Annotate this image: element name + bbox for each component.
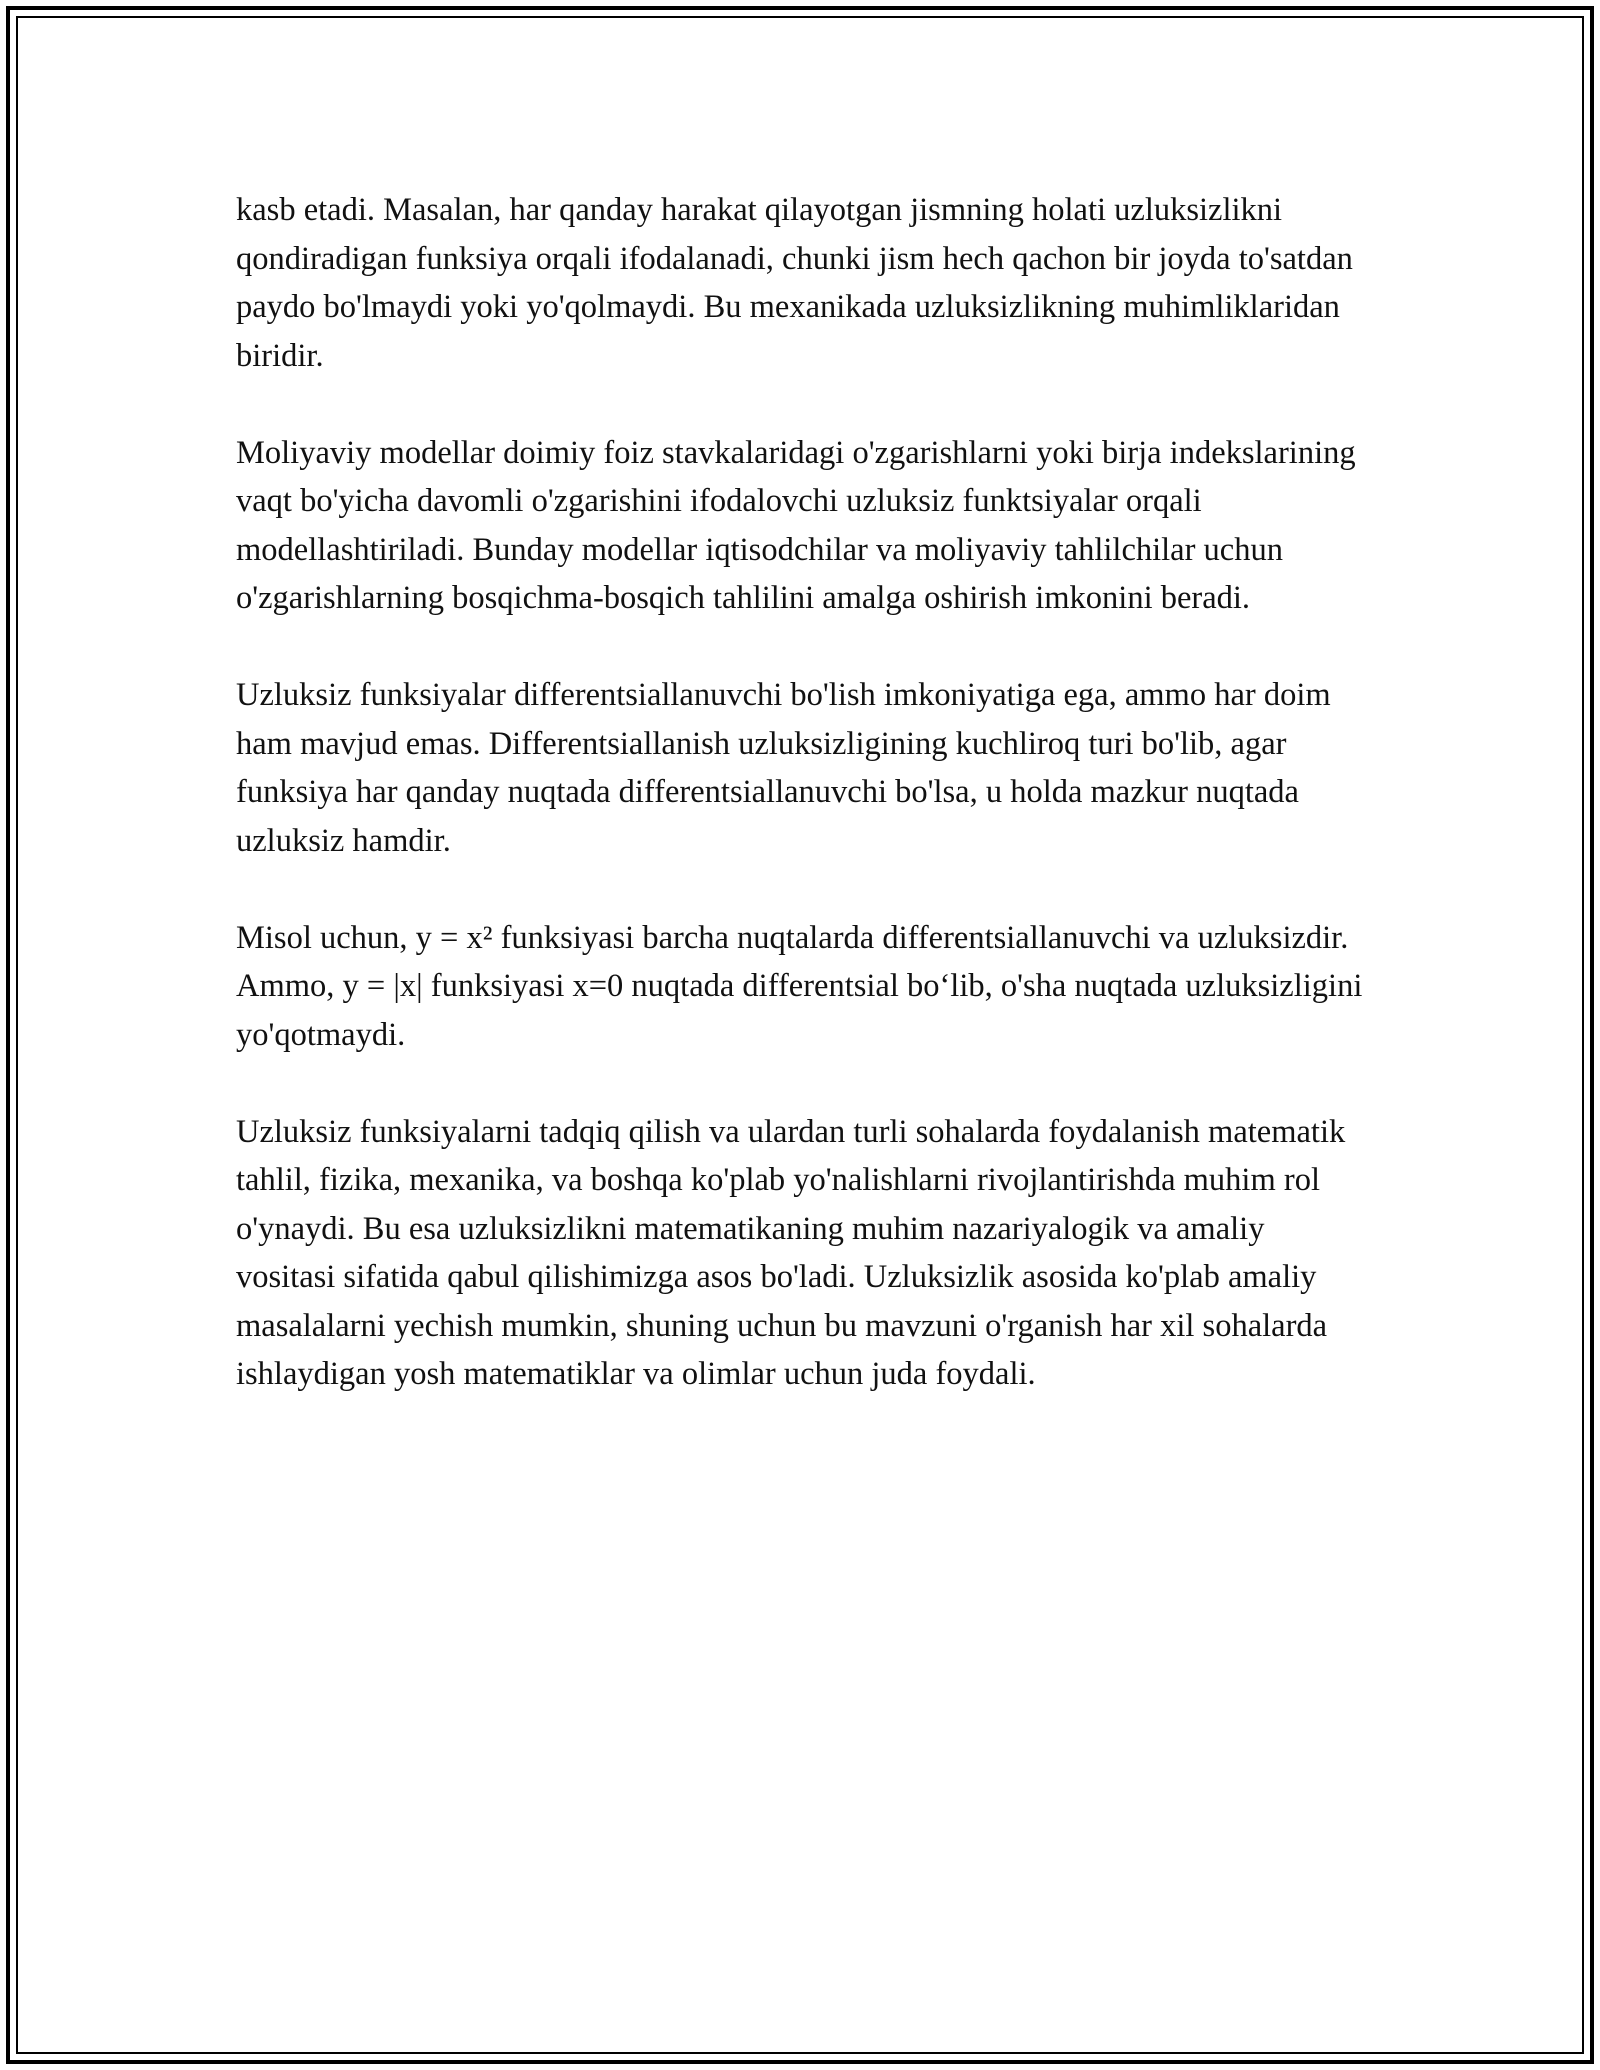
paragraph-differentiability: Uzluksiz funksiyalar differentsiallanuvchi bo'lish imkoniyatiga ega, ammo har doim ham mavjud emas. Differentsiallanish uzluksizligining kuchliroq turi bo'lib, agar funksiya har qanday nuqtada differentsiallanuvchi bo'lsa, u holda mazkur nuqtada uzluksiz hamdir. bbox=[236, 677, 1331, 859]
document-body bbox=[236, 186, 1366, 1399]
paragraph-continuation: kasb etadi. Masalan, har qanday harakat qilayotgan jismning holati uzluksizlikni qondiradigan funksiya orqali ifodalanadi, chunki jism hech qachon bir joyda to'satdan paydo bo'lmaydi yoki yo'qolmaydi. Bu mexanikada uzluksizlikning muhimliklaridan biridir. bbox=[236, 192, 1353, 374]
paragraph-example: Misol uchun, y = x² funksiyasi barcha nuqtalarda differentsiallanuvchi va uzluksizdir. Ammo, y = |x| funksiyasi x=0 nuqtada differentsial bo‘lib, o'sha nuqtada uzluksizligini yo'qotmaydi. bbox=[236, 919, 1363, 1053]
paragraph-financial-models: Moliyaviy modellar doimiy foiz stavkalaridagi o'zgarishlarni yoki birja indekslarining vaqt bo'yicha davomli o'zgarishini ifodalovchi uzluksiz funktsiyalar orqali modellashtiriladi. Bunday modellar iqtisodchilar va moliyaviy tahlilchilar uchun o'zgarishlarning bosqichma-bosqich tahlilini amalga oshirish imkonini beradi. bbox=[236, 434, 1356, 616]
paragraph-conclusion: Uzluksiz funksiyalarni tadqiq qilish va ulardan turli sohalarda foydalanish matematik tahlil, fizika, mexanika, va boshqa ko'plab yo'nalishlarni rivojlantirishda muhim rol o'ynaydi. Bu esa uzluksizlikni matematikaning muhim nazariyalogik va amaliy vositasi sifatida qabul qilishimizga asos bo'ladi. Uzluksizlik asosida ko'plab amaliy masalalarni yechish mumkin, shuning uchun bu mavzuni o'rganish har xil sohalarda ishlaydigan yosh matematiklar va olimlar uchun juda foydali. bbox=[236, 1113, 1346, 1392]
